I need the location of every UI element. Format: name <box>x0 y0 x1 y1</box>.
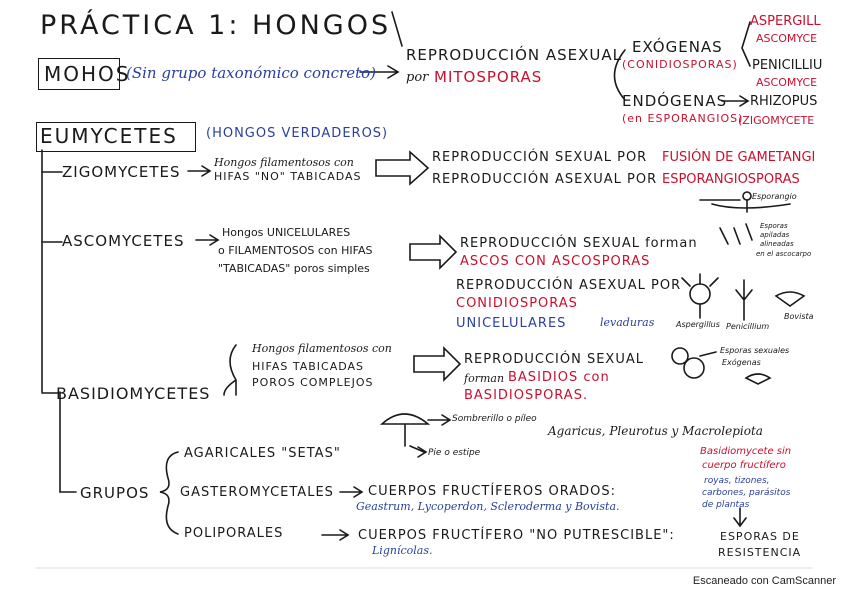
endogenas-sub: (en ESPORANGIOS) <box>622 112 744 125</box>
endogenas-label: ENDÓGENAS <box>622 92 728 110</box>
ascomycetes-b: ASCOMYCE <box>756 76 818 89</box>
aspergillus-label: ASPERGILL <box>750 14 821 29</box>
basidio-sketch1: Esporas sexuales <box>720 346 790 355</box>
basidiomycetes-label: BASIDIOMYCETES <box>56 384 211 403</box>
asco-penicillium: Penicillium <box>726 322 770 331</box>
asco-sexual1: REPRODUCCIÓN SEXUAL forman <box>460 236 698 251</box>
basidio-sketch2: Exógenas <box>722 358 761 367</box>
asco-bovista: Bovista <box>784 312 814 321</box>
basidio-sexual3-red: BASIDIOSPORAS. <box>464 388 589 403</box>
asco-desc1: Hongos UNICELULARES <box>222 226 351 239</box>
mohos-repro-prefix: por <box>406 70 429 85</box>
poliporales-label: POLIPORALES <box>184 526 284 541</box>
rhizopus-label: RHIZOPUS <box>750 94 818 109</box>
basidio-red2: cuerpo fructífero <box>702 460 786 471</box>
gastero-examples: Geastrum, Lycoperdon, Scleroderma y Bovista. <box>356 500 620 513</box>
asco-levaduras: levaduras <box>600 316 655 329</box>
basidio-sexual2-red: BASIDIOS con <box>508 370 610 385</box>
mohos-repro-line1: REPRODUCCIÓN ASEXUAL <box>406 46 623 64</box>
zigo-sketch-label: Esporangio <box>752 192 797 201</box>
eumycetes-note: (HONGOS VERDADEROS) <box>206 126 389 141</box>
zigo-desc2: HIFAS "NO" TABICADAS <box>214 170 362 183</box>
lignicolas: Lignícolas. <box>372 544 433 557</box>
asco-sketch3: alineadas <box>760 240 794 248</box>
basidio-desc2: HIFAS TABICADAS <box>252 360 365 373</box>
mohos-label: MOHOS <box>44 62 131 86</box>
asco-sketch2: apiladas <box>760 231 790 239</box>
agaricus-label: Agaricus, Pleurotus y Macrolepiota <box>548 424 763 438</box>
gasteromycetales-label: GASTEROMYCETALES <box>180 485 334 500</box>
esporas-res2: RESISTENCIA <box>718 546 802 559</box>
sombrerillo-label: Sombrerillo o píleo <box>452 414 537 424</box>
pie-label: Pie o estipe <box>428 448 481 458</box>
basidio-sexual1: REPRODUCCIÓN SEXUAL <box>464 352 644 367</box>
grupos-label: GRUPOS <box>80 484 150 502</box>
zigo-asexual-red: ESPORANGIOSPORAS <box>662 172 800 187</box>
asco-desc3: "TABICADAS" poros simples <box>218 262 370 275</box>
penicillium-label: PENICILLIU <box>752 58 823 73</box>
basidio-red1: Basidiomycete sin <box>700 446 792 457</box>
camscanner-watermark: Escaneado con CamScanner <box>692 575 836 587</box>
page-title: PRÁCTICA 1: HONGOS <box>40 10 392 41</box>
asco-asexual2: CONIDIOSPORAS <box>456 296 578 311</box>
royas3: de plantas <box>702 500 750 510</box>
mohos-note: (Sin grupo taxonómico concreto) <box>126 64 377 82</box>
agaricales-label: AGARICALES "SETAS" <box>184 446 341 461</box>
basidio-desc3: POROS COMPLEJOS <box>252 376 374 389</box>
zigomycetes-note: (ZIGOMYCETE <box>738 114 815 127</box>
asco-sketch4: en el ascocarpo <box>756 250 812 258</box>
zigo-desc1: Hongos filamentosos con <box>214 156 354 169</box>
basidio-sexual2-prefix: forman <box>464 372 505 385</box>
basidio-desc1: Hongos filamentosos con <box>252 342 392 355</box>
eumycetes-label: EUMYCETES <box>40 124 178 148</box>
zigomycetes-label: ZIGOMYCETES <box>62 163 181 181</box>
asco-sketch1: Esporas <box>760 222 788 230</box>
exogenas-sub: (CONIDIOSPORAS) <box>622 58 738 71</box>
exogenas-label: EXÓGENAS <box>632 38 723 56</box>
gastero-desc: CUERPOS FRUCTÍFEROS ORADOS: <box>368 484 617 499</box>
ascomycetes-label: ASCOMYCETES <box>62 232 185 250</box>
zigo-sexual-red: FUSIÓN DE GAMETANGI <box>662 150 816 165</box>
ascomycetes-a: ASCOMYCE <box>756 32 818 45</box>
zigo-sexual: REPRODUCCIÓN SEXUAL POR <box>432 150 648 165</box>
asco-asexual1: REPRODUCCIÓN ASEXUAL POR <box>456 278 682 293</box>
asco-desc2: o FILAMENTOSOS con HIFAS <box>218 244 373 257</box>
asco-sexual2: ASCOS CON ASCOSPORAS <box>460 254 651 269</box>
esporas-res1: ESPORAS DE <box>720 530 800 543</box>
mohos-mitosporas: MITOSPORAS <box>434 68 543 86</box>
zigo-asexual: REPRODUCCIÓN ASEXUAL POR <box>432 172 658 187</box>
polip-desc: CUERPOS FRUCTÍFERO "NO PUTRESCIBLE": <box>358 528 675 543</box>
royas2: carbones, parásitos <box>702 488 791 498</box>
asco-aspergillus: Aspergillus <box>676 320 720 329</box>
royas1: royas, tizones, <box>704 476 770 486</box>
asco-unicel: UNICELULARES <box>456 316 567 331</box>
